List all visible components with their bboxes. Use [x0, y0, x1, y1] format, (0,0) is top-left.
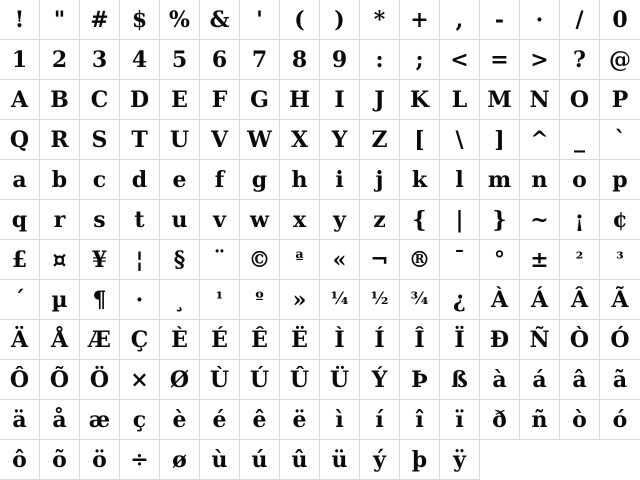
glyph-cell[interactable]: ó: [600, 400, 640, 440]
glyph-cell[interactable]: *: [360, 0, 400, 40]
glyph-cell[interactable]: }: [480, 200, 520, 240]
glyph-cell[interactable]: P: [600, 80, 640, 120]
glyph-cell[interactable]: p: [600, 160, 640, 200]
glyph-cell[interactable]: ç: [120, 400, 160, 440]
glyph-cell[interactable]: 3: [80, 40, 120, 80]
glyph-cell[interactable]: Y: [320, 120, 360, 160]
glyph-cell[interactable]: 7: [240, 40, 280, 80]
glyph-cell[interactable]: ¸: [160, 280, 200, 320]
glyph-cell[interactable]: $: [120, 0, 160, 40]
glyph-cell[interactable]: å: [40, 400, 80, 440]
glyph-cell[interactable]: &: [200, 0, 240, 40]
glyph-cell[interactable]: ñ: [520, 400, 560, 440]
glyph-cell[interactable]: c: [80, 160, 120, 200]
glyph-cell[interactable]: W: [240, 120, 280, 160]
glyph-cell[interactable]: µ: [40, 280, 80, 320]
glyph-cell[interactable]: u: [160, 200, 200, 240]
glyph-cell[interactable]: (: [280, 0, 320, 40]
glyph-cell[interactable]: j: [360, 160, 400, 200]
glyph-cell[interactable]: ß: [440, 360, 480, 400]
glyph-cell[interactable]: ö: [80, 440, 120, 480]
glyph-cell[interactable]: È: [160, 320, 200, 360]
glyph-cell[interactable]: n: [520, 160, 560, 200]
glyph-cell[interactable]: °: [480, 240, 520, 280]
glyph-cell[interactable]: A: [0, 80, 40, 120]
glyph-cell[interactable]: ^: [520, 120, 560, 160]
glyph-cell[interactable]: ¬: [360, 240, 400, 280]
glyph-cell[interactable]: D: [120, 80, 160, 120]
glyph-cell[interactable]: E: [160, 80, 200, 120]
glyph-cell[interactable]: +: [400, 0, 440, 40]
glyph-cell[interactable]: ¼: [320, 280, 360, 320]
glyph-cell[interactable]: %: [160, 0, 200, 40]
glyph-cell[interactable]: ¾: [400, 280, 440, 320]
glyph-cell[interactable]: 5: [160, 40, 200, 80]
glyph-cell[interactable]: ã: [600, 360, 640, 400]
glyph-cell[interactable]: ô: [0, 440, 40, 480]
glyph-cell[interactable]: ): [320, 0, 360, 40]
glyph-cell[interactable]: m: [480, 160, 520, 200]
glyph-cell[interactable]: [: [400, 120, 440, 160]
glyph-cell[interactable]: Ø: [160, 360, 200, 400]
glyph-cell[interactable]: 6: [200, 40, 240, 80]
glyph-cell[interactable]: â: [560, 360, 600, 400]
glyph-cell[interactable]: N: [520, 80, 560, 120]
glyph-cell[interactable]: Ñ: [520, 320, 560, 360]
glyph-cell[interactable]: Z: [360, 120, 400, 160]
glyph-cell[interactable]: d: [120, 160, 160, 200]
glyph-cell[interactable]: Ã: [600, 280, 640, 320]
glyph-cell-empty: [520, 440, 560, 480]
glyph-cell[interactable]: ,: [440, 0, 480, 40]
glyph-cell[interactable]: Ç: [120, 320, 160, 360]
glyph-cell[interactable]: ½: [360, 280, 400, 320]
glyph-cell[interactable]: Ò: [560, 320, 600, 360]
glyph-cell[interactable]: §: [160, 240, 200, 280]
glyph-cell[interactable]: ú: [240, 440, 280, 480]
glyph-cell[interactable]: ×: [120, 360, 160, 400]
glyph-cell[interactable]: H: [280, 80, 320, 120]
glyph-cell[interactable]: º: [240, 280, 280, 320]
glyph-cell[interactable]: «: [320, 240, 360, 280]
glyph-cell[interactable]: ¿: [440, 280, 480, 320]
glyph-cell[interactable]: ¨: [200, 240, 240, 280]
glyph-cell[interactable]: ·: [520, 0, 560, 40]
glyph-cell[interactable]: Ü: [320, 360, 360, 400]
glyph-cell[interactable]: ~: [520, 200, 560, 240]
glyph-cell[interactable]: ·: [120, 280, 160, 320]
glyph-cell[interactable]: ê: [240, 400, 280, 440]
glyph-cell[interactable]: Å: [40, 320, 80, 360]
glyph-cell[interactable]: Ï: [440, 320, 480, 360]
glyph-cell[interactable]: ¥: [80, 240, 120, 280]
glyph-cell[interactable]: ï: [440, 400, 480, 440]
glyph-cell[interactable]: 8: [280, 40, 320, 80]
glyph-cell[interactable]: J: [360, 80, 400, 120]
glyph-cell[interactable]: »: [280, 280, 320, 320]
glyph-cell[interactable]: ¦: [120, 240, 160, 280]
glyph-cell[interactable]: C: [80, 80, 120, 120]
glyph-cell[interactable]: R: [40, 120, 80, 160]
glyph-cell[interactable]: Ú: [240, 360, 280, 400]
glyph-cell[interactable]: ²: [560, 240, 600, 280]
glyph-cell[interactable]: s: [80, 200, 120, 240]
glyph-cell[interactable]: #: [80, 0, 120, 40]
glyph-cell-empty: [600, 440, 640, 480]
glyph-cell[interactable]: ;: [400, 40, 440, 80]
glyph-cell[interactable]: e: [160, 160, 200, 200]
glyph-cell[interactable]: Î: [400, 320, 440, 360]
glyph-cell[interactable]: X: [280, 120, 320, 160]
glyph-cell[interactable]: 0: [600, 0, 640, 40]
glyph-cell[interactable]: ë: [280, 400, 320, 440]
glyph-cell[interactable]: ¶: [80, 280, 120, 320]
glyph-cell[interactable]: Õ: [40, 360, 80, 400]
glyph-cell[interactable]: ä: [0, 400, 40, 440]
glyph-cell[interactable]: y: [320, 200, 360, 240]
glyph-cell[interactable]: ò: [560, 400, 600, 440]
glyph-cell[interactable]: q: [0, 200, 40, 240]
glyph-cell[interactable]: ÷: [120, 440, 160, 480]
glyph-cell[interactable]: S: [80, 120, 120, 160]
glyph-cell-empty: [480, 440, 520, 480]
glyph-cell[interactable]: O: [560, 80, 600, 120]
glyph-cell[interactable]: |: [440, 200, 480, 240]
glyph-cell[interactable]: {: [400, 200, 440, 240]
glyph-cell[interactable]: û: [280, 440, 320, 480]
glyph-cell[interactable]: í: [360, 400, 400, 440]
glyph-cell[interactable]: 1: [0, 40, 40, 80]
glyph-cell[interactable]: x: [280, 200, 320, 240]
glyph-cell[interactable]: ª: [280, 240, 320, 280]
glyph-cell[interactable]: 9: [320, 40, 360, 80]
glyph-cell[interactable]: Q: [0, 120, 40, 160]
glyph-cell[interactable]: I: [320, 80, 360, 120]
glyph-cell[interactable]: £: [0, 240, 40, 280]
glyph-cell[interactable]: B: [40, 80, 80, 120]
glyph-cell[interactable]: G: [240, 80, 280, 120]
glyph-cell[interactable]: >: [520, 40, 560, 80]
glyph-cell[interactable]: =: [480, 40, 520, 80]
glyph-cell[interactable]: Þ: [400, 360, 440, 400]
glyph-cell[interactable]: @: [600, 40, 640, 80]
glyph-cell[interactable]: Ä: [0, 320, 40, 360]
glyph-cell[interactable]: á: [520, 360, 560, 400]
glyph-cell[interactable]: -: [480, 0, 520, 40]
glyph-cell[interactable]: ?: [560, 40, 600, 80]
glyph-cell[interactable]: F: [200, 80, 240, 120]
glyph-cell[interactable]: é: [200, 400, 240, 440]
glyph-cell[interactable]: M: [480, 80, 520, 120]
glyph-cell[interactable]: ³: [600, 240, 640, 280]
glyph-cell[interactable]: Â: [560, 280, 600, 320]
glyph-cell[interactable]: !: [0, 0, 40, 40]
glyph-cell[interactable]: É: [200, 320, 240, 360]
glyph-cell[interactable]: T: [120, 120, 160, 160]
glyph-cell[interactable]: ¯: [440, 240, 480, 280]
glyph-cell[interactable]: ]: [480, 120, 520, 160]
glyph-cell[interactable]: Ý: [360, 360, 400, 400]
glyph-cell[interactable]: ¹: [200, 280, 240, 320]
glyph-cell[interactable]: è: [160, 400, 200, 440]
glyph-cell[interactable]: Ù: [200, 360, 240, 400]
glyph-cell[interactable]: Ì: [320, 320, 360, 360]
glyph-cell[interactable]: Æ: [80, 320, 120, 360]
glyph-cell[interactable]: l: [440, 160, 480, 200]
glyph-cell[interactable]: Ð: [480, 320, 520, 360]
glyph-cell[interactable]: ': [240, 0, 280, 40]
glyph-cell[interactable]: :: [360, 40, 400, 80]
glyph-cell[interactable]: õ: [40, 440, 80, 480]
glyph-cell[interactable]: Ö: [80, 360, 120, 400]
glyph-cell[interactable]: æ: [80, 400, 120, 440]
glyph-cell[interactable]: V: [200, 120, 240, 160]
glyph-cell[interactable]: v: [200, 200, 240, 240]
glyph-cell[interactable]: ±: [520, 240, 560, 280]
glyph-cell[interactable]: \: [440, 120, 480, 160]
glyph-cell[interactable]: Ê: [240, 320, 280, 360]
glyph-cell[interactable]: þ: [400, 440, 440, 480]
glyph-cell[interactable]: h: [280, 160, 320, 200]
glyph-cell[interactable]: Í: [360, 320, 400, 360]
glyph-cell[interactable]: ð: [480, 400, 520, 440]
glyph-cell[interactable]: Ë: [280, 320, 320, 360]
glyph-cell[interactable]: à: [480, 360, 520, 400]
glyph-cell[interactable]: L: [440, 80, 480, 120]
glyph-cell[interactable]: ù: [200, 440, 240, 480]
glyph-cell[interactable]: ©: [240, 240, 280, 280]
glyph-cell[interactable]: <: [440, 40, 480, 80]
glyph-cell[interactable]: g: [240, 160, 280, 200]
glyph-cell[interactable]: ì: [320, 400, 360, 440]
glyph-cell[interactable]: Û: [280, 360, 320, 400]
glyph-cell[interactable]: ": [40, 0, 80, 40]
glyph-cell-empty: [560, 440, 600, 480]
glyph-cell[interactable]: _: [560, 120, 600, 160]
glyph-cell[interactable]: ´: [0, 280, 40, 320]
glyph-cell[interactable]: /: [560, 0, 600, 40]
glyph-cell[interactable]: K: [400, 80, 440, 120]
glyph-cell[interactable]: w: [240, 200, 280, 240]
glyph-cell[interactable]: U: [160, 120, 200, 160]
glyph-cell[interactable]: t: [120, 200, 160, 240]
glyph-cell[interactable]: b: [40, 160, 80, 200]
glyph-cell[interactable]: À: [480, 280, 520, 320]
glyph-cell[interactable]: ¡: [560, 200, 600, 240]
glyph-cell[interactable]: Ó: [600, 320, 640, 360]
glyph-cell[interactable]: o: [560, 160, 600, 200]
glyph-cell[interactable]: ®: [400, 240, 440, 280]
glyph-cell[interactable]: ¢: [600, 200, 640, 240]
glyph-cell[interactable]: `: [600, 120, 640, 160]
glyph-cell[interactable]: 2: [40, 40, 80, 80]
glyph-cell[interactable]: ü: [320, 440, 360, 480]
glyph-cell[interactable]: ¤: [40, 240, 80, 280]
glyph-cell[interactable]: 4: [120, 40, 160, 80]
glyph-cell[interactable]: Á: [520, 280, 560, 320]
glyph-cell[interactable]: ø: [160, 440, 200, 480]
glyph-cell[interactable]: f: [200, 160, 240, 200]
glyph-cell[interactable]: k: [400, 160, 440, 200]
glyph-cell[interactable]: ÿ: [440, 440, 480, 480]
glyph-cell[interactable]: i: [320, 160, 360, 200]
glyph-cell[interactable]: ý: [360, 440, 400, 480]
glyph-cell[interactable]: î: [400, 400, 440, 440]
glyph-cell[interactable]: z: [360, 200, 400, 240]
glyph-cell[interactable]: Ô: [0, 360, 40, 400]
glyph-cell[interactable]: a: [0, 160, 40, 200]
glyph-cell[interactable]: r: [40, 200, 80, 240]
